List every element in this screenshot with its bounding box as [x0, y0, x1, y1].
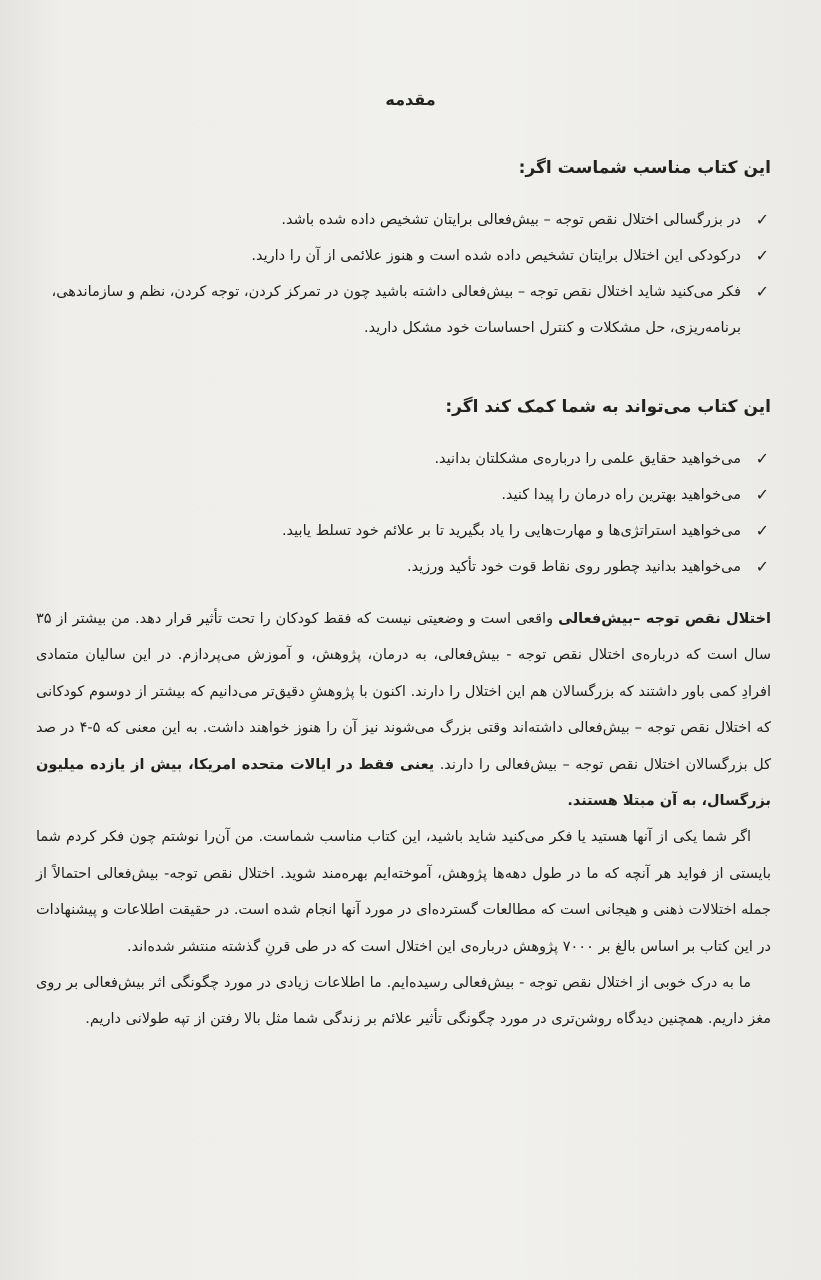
- list-item: ✓ می‌خواهید بدانید چطور روی نقاط قوت خود تأکید ورزید.: [36, 549, 771, 585]
- list-item: ✓ فکر می‌کنید شاید اختلال نقص توجه – بیش‌فعالی داشته باشید چون در تمرکز کردن، توجه کردن، نظم و سازماندهی، برنامه‌ریزی، حل مشکلات و کنترل احساسات خود مشکل دارید.: [36, 274, 771, 346]
- section-heading-suitable: این کتاب مناسب شماست اگر:: [518, 158, 771, 178]
- checkmark-icon: ✓: [755, 485, 769, 504]
- checklist-helpful: [36, 441, 771, 585]
- list-item: ✓ درکودکی این اختلال برایتان تشخیص داده شده است و هنوز علائمی از آن را دارید.: [36, 238, 771, 274]
- checkmark-icon: ✓: [755, 282, 769, 301]
- list-item: ✓ می‌خواهید بهترین راه درمان را پیدا کنید.: [36, 477, 771, 513]
- list-item: ✓ می‌خواهید حقایق علمی را درباره‌ی مشکلتان بدانید.: [36, 441, 771, 477]
- checkmark-icon: ✓: [755, 557, 769, 576]
- paragraph-intro: اختلال نقص توجه –بیش‌فعالی واقعی است و وضعیتی نیست که فقط کودکان را تحت تأثیر قرار دهد. من بیشتر از ۳۵ سال است که درباره‌ی اختلال نقص توجه - بیش‌فعالی، به درمان، پژوهش، و آموزش می‌پردازم. در این سالیان متمادی افرادِ کمی باور داشتند که بزرگسالان هم این اختلال را دارند. اکنون با پژوهشِ دقیق‌تر می‌دانیم که بیشتر از دوسوم کودکانی که اختلال نقص توجه – بیش‌فعالی داشته‌اند وقتی بزرگ می‌شوند نیز آن را هنوز خواهند داشت. به این معنی که ۵-۴ در صد کل بزرگسالان اختلال نقص توجه – بیش‌فعالی را دارند. یعنی فقط در ایالات متحده امریکا، بیش از یازده میلیون بزرگسال، به آن مبتلا هستند.: [36, 611, 771, 810]
- checkmark-icon: ✓: [755, 521, 769, 540]
- bold-statistic: یعنی فقط در ایالات متحده امریکا، بیش از یازده میلیون بزرگسال، به آن مبتلا هستند.: [36, 756, 771, 810]
- list-item: ✓ می‌خواهید استراتژی‌ها و مهارت‌هایی را یاد بگیرید تا بر علائم خود تسلط یابید.: [36, 513, 771, 549]
- paragraph-about-book: اگر شما یکی از آنها هستید یا فکر می‌کنید شاید باشید، این کتاب مناسب شماست. من آن‌را نوشتم چون فکر کردم شما بایستی از فواید هر آنچه که ما در طول دهه‌ها پژوهش، آموخته‌ایم بهره‌مند شوید. اختلال نقص توجه- بیش‌فعالی احتمالاً از جمله اختلالات ذهنی و هیجانی است که مطالعات گسترده‌ای در مورد آنها انجام شده است. در حقیقت اطلاعات و پیشنهادات در این کتاب بر اساس بالغ بر ۷۰۰۰ پژوهش درباره‌ی این اختلال است که در طی قرنِ گذشته منتشر شده‌اند.: [36, 829, 771, 955]
- paragraph-understanding: ما به درک خوبی از اختلال نقص توجه - بیش‌فعالی رسیده‌ایم. ما اطلاعات زیادی در مورد چگونگی اثر بیش‌فعالی بر روی مغز داریم. همچنین دیدگاه روشن‌تری در مورد چگونگی تأثیر علائم بر زندگی شما مثل بالا رفتن از تپه طولانی داریم.: [36, 975, 771, 1028]
- section-heading-helpful: این کتاب می‌تواند به شما کمک کند اگر:: [445, 397, 771, 417]
- body-text: [36, 601, 771, 1038]
- list-item: ✓ در بزرگسالی اختلال نقص توجه – بیش‌فعالی برایتان تشخیص داده شده باشد.: [36, 202, 771, 238]
- page-title: مقدمه: [385, 90, 436, 109]
- checkmark-icon: ✓: [755, 449, 769, 468]
- checkmark-icon: ✓: [755, 246, 769, 265]
- checkmark-icon: ✓: [755, 210, 769, 229]
- bold-lead: اختلال نقص توجه –بیش‌فعالی: [558, 611, 771, 627]
- checklist-suitable: [36, 202, 771, 346]
